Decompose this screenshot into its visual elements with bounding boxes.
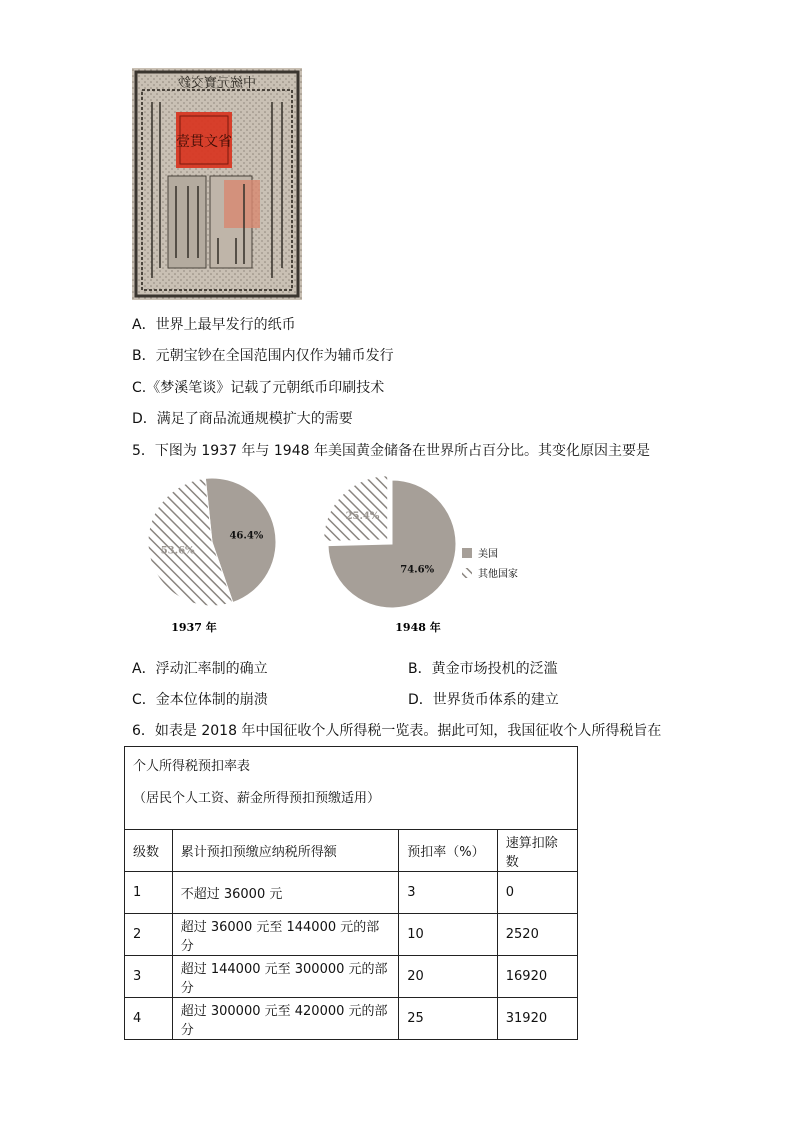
- table-cell: 超过 36000 元至 144000 元的部分: [172, 914, 399, 956]
- banknote-title: 中統元寶交鈔: [177, 76, 257, 91]
- tax-rate-table: [124, 746, 578, 1040]
- pie-slice-label: 25.4%: [345, 511, 380, 523]
- red-seal: [176, 112, 232, 168]
- pie-slice-label: 46.4%: [229, 530, 264, 542]
- q4-option-a: A．世界上最早发行的纸币: [132, 317, 296, 333]
- table-cell: 2: [125, 914, 173, 956]
- table-subtitle: （居民个人工资、薪金所得预扣预缴适用）: [133, 791, 381, 806]
- table-cell: 25: [399, 998, 498, 1040]
- legend-label-others: 其他国家: [478, 569, 518, 580]
- table-title: 个人所得税预扣率表: [133, 759, 251, 774]
- gold-reserve-pie-charts: [120, 470, 580, 640]
- table-cell: 3: [399, 872, 498, 914]
- col-header: 预扣率（%）: [399, 830, 498, 872]
- table-header-cell: [125, 747, 578, 830]
- legend-swatch-usa: [462, 548, 472, 558]
- q5-option-a: A．浮动汇率制的确立: [132, 661, 268, 677]
- table-row: [125, 998, 578, 1040]
- table-column-headers: [125, 830, 578, 872]
- pie-1948: [324, 476, 456, 608]
- table-cell: 2520: [497, 914, 577, 956]
- table-row: [125, 956, 578, 998]
- table-row: [125, 872, 578, 914]
- q5-option-b: B．黄金市场投机的泛滥: [408, 661, 558, 677]
- pie-1948-label: 1948 年: [395, 621, 441, 634]
- pie-slice-label: 53.6%: [160, 545, 195, 557]
- table-cell: 超过 144000 元至 300000 元的部分: [172, 956, 399, 998]
- col-header: 级数: [125, 830, 173, 872]
- q4-option-d: D．满足了商品流通规模扩大的需要: [132, 411, 353, 427]
- q5-stem: 5．下图为 1937 年与 1948 年美国黄金储备在世界所占百分比。其变化原因主要是: [132, 443, 650, 459]
- table-cell: 1: [125, 872, 173, 914]
- table-cell: 10: [399, 914, 498, 956]
- table-cell: 0: [497, 872, 577, 914]
- table-cell: 4: [125, 998, 173, 1040]
- table-cell: 3: [125, 956, 173, 998]
- pie-1937: [148, 478, 276, 606]
- q5-option-c: C．金本位体制的崩溃: [132, 692, 268, 708]
- q6-stem: 6．如表是 2018 年中国征收个人所得税一览表。据此可知，我国征收个人所得税旨在: [132, 723, 662, 739]
- table-cell: 31920: [497, 998, 577, 1040]
- banknote-image: [132, 68, 302, 300]
- table-cell: 超过 300000 元至 420000 元的部分: [172, 998, 399, 1040]
- q4-option-c: C.《梦溪笔谈》记载了元朝纸币印刷技术: [132, 380, 385, 396]
- q4-option-b: B．元朝宝钞在全国范围内仅作为辅币发行: [132, 348, 394, 364]
- table-cell: 16920: [497, 956, 577, 998]
- pie-slice-label: 74.6%: [400, 564, 435, 576]
- col-header: 速算扣除数: [497, 830, 577, 872]
- col-header: 累计预扣预缴应纳税所得额: [172, 830, 399, 872]
- table-cell: 不超过 36000 元: [172, 872, 399, 914]
- q5-option-d: D．世界货币体系的建立: [408, 692, 559, 708]
- legend-swatch-others: [462, 568, 472, 578]
- pie-slice-others: [324, 476, 388, 542]
- table-row: [125, 914, 578, 956]
- table-cell: 20: [399, 956, 498, 998]
- seal-text: 壹貫文省: [176, 134, 232, 150]
- legend: [462, 547, 518, 580]
- pie-1937-label: 1937 年: [171, 621, 217, 634]
- legend-label-usa: 美国: [478, 549, 498, 560]
